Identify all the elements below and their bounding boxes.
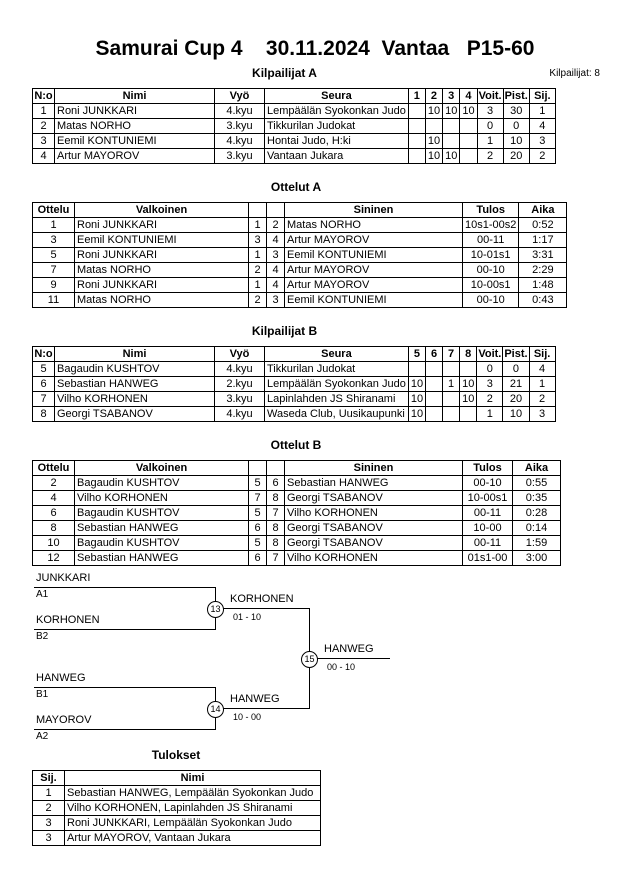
blue-competitor: Vilho KORHONEN (285, 506, 463, 521)
col-match: Ottelu (33, 203, 75, 218)
time-cell: 0:43 (519, 293, 567, 308)
time-cell: 1:17 (519, 233, 567, 248)
matches-a-table (32, 202, 567, 308)
match-number: 6 (33, 506, 75, 521)
white-number: 2 (249, 293, 267, 308)
matches-b-table (32, 460, 561, 566)
white-competitor: Matas NORHO (75, 263, 249, 278)
match-number: 12 (33, 551, 75, 566)
result-cell: 00-10 (463, 263, 519, 278)
score-cell (443, 407, 460, 422)
points-cell: 0 (503, 362, 529, 377)
table-row (33, 119, 556, 134)
rank-cell: 2 (529, 149, 555, 164)
rank-cell: 3 (33, 816, 65, 831)
results-heading: Tulokset (151, 748, 201, 762)
bracket-score: 01 - 10 (233, 612, 262, 622)
rank-cell: 2 (33, 801, 65, 816)
col-time: Aika (513, 461, 561, 476)
col-wins: Voit. (478, 348, 502, 360)
blue-number: 2 (267, 218, 285, 233)
table-row (33, 407, 556, 422)
score-cell (408, 104, 425, 119)
wins-cell: 2 (477, 149, 503, 164)
result-name-cell: Roni JUNKKARI, Lempäälän Syokonkan Judo (65, 816, 321, 831)
table-row (33, 278, 567, 293)
white-competitor: Bagaudin KUSHTOV (75, 536, 249, 551)
match-number-badge: 14 (207, 701, 224, 718)
score-cell (443, 392, 460, 407)
points-cell: 20 (503, 149, 529, 164)
final-bracket (32, 572, 598, 744)
match-number: 3 (33, 233, 75, 248)
rank-cell: 2 (529, 392, 555, 407)
bracket-line (34, 687, 216, 688)
bracket-winner: HANWEG (230, 693, 280, 705)
points-cell: 10 (503, 134, 529, 149)
bracket-score: 00 - 10 (327, 662, 356, 672)
score-cell (426, 362, 443, 377)
match-number: 7 (33, 263, 75, 278)
white-competitor: Roni JUNKKARI (75, 248, 249, 263)
result-name-cell: Vilho KORHONEN, Lapinlahden JS Shiranami (65, 801, 321, 816)
blue-number: 8 (267, 521, 285, 536)
white-number: 5 (249, 476, 267, 491)
result-name-cell: Sebastian HANWEG, Lempäälän Syokonkan Judo (65, 786, 321, 801)
bracket-line (34, 629, 216, 630)
score-cell (460, 119, 477, 134)
time-cell: 0:55 (513, 476, 561, 491)
blue-number: 7 (267, 506, 285, 521)
table-row (33, 491, 561, 506)
competitor-club: Tikkurilan Judokat (265, 362, 409, 377)
score-cell: 10 (408, 407, 425, 422)
table-row (33, 476, 561, 491)
table-row (33, 816, 321, 831)
table-row (33, 362, 556, 377)
table-row (33, 801, 321, 816)
rank-cell: 3 (33, 831, 65, 846)
blue-number: 4 (267, 278, 285, 293)
competitor-name: Eemil KONTUNIEMI (55, 134, 215, 149)
score-cell (408, 119, 425, 134)
wins-cell: 0 (477, 119, 503, 134)
bracket-competitor: MAYOROV (36, 714, 92, 726)
table-row (33, 104, 556, 119)
white-number: 3 (249, 233, 267, 248)
white-number: 1 (249, 248, 267, 263)
white-number: 6 (249, 521, 267, 536)
col-points: Pist. (504, 348, 528, 360)
bracket-seed: A2 (36, 731, 49, 742)
blue-competitor: Georgi TSABANOV (285, 521, 463, 536)
points-cell: 20 (503, 392, 529, 407)
col-wins: Voit. (478, 90, 502, 102)
col-result: Tulos (463, 461, 513, 476)
white-competitor: Roni JUNKKARI (75, 278, 249, 293)
col-rank: Sij. (529, 89, 555, 104)
white-competitor: Eemil KONTUNIEMI (75, 233, 249, 248)
bracket-line (34, 729, 216, 730)
rank-cell: 3 (529, 134, 555, 149)
bracket-winner: HANWEG (324, 643, 374, 655)
competitor-number: 8 (33, 407, 55, 422)
white-competitor: Matas NORHO (75, 293, 249, 308)
col-blue: Sininen (285, 203, 463, 218)
blue-number: 4 (267, 233, 285, 248)
table-header-row (33, 347, 556, 362)
competitor-name: Bagaudin KUSHTOV (55, 362, 215, 377)
time-cell: 1:59 (513, 536, 561, 551)
bracket-line (34, 587, 216, 588)
col-white-number (249, 461, 267, 476)
match-number-badge: 13 (207, 601, 224, 618)
competitor-belt: 4.kyu (215, 104, 265, 119)
white-competitor: Roni JUNKKARI (75, 218, 249, 233)
competitor-belt: 3.kyu (215, 392, 265, 407)
competitor-belt: 3.kyu (215, 149, 265, 164)
result-cell: 00-10 (463, 293, 519, 308)
col-match: Ottelu (33, 461, 75, 476)
matches-b-heading: Ottelut B (270, 438, 322, 452)
col-opp-4: 4 (460, 89, 477, 104)
col-club: Seura (265, 89, 409, 104)
competitor-club: Hontai Judo, H:ki (265, 134, 409, 149)
score-cell (460, 407, 477, 422)
blue-number: 4 (267, 263, 285, 278)
score-cell: 10 (425, 104, 442, 119)
white-competitor: Bagaudin KUSHTOV (75, 476, 249, 491)
wins-cell: 3 (477, 104, 503, 119)
score-cell (443, 134, 460, 149)
col-points: Pist. (504, 90, 528, 102)
score-cell (408, 362, 425, 377)
match-number: 5 (33, 248, 75, 263)
match-number-badge: 15 (301, 651, 318, 668)
blue-number: 6 (267, 476, 285, 491)
match-number: 8 (33, 521, 75, 536)
competitor-name: Sebastian HANWEG (55, 377, 215, 392)
blue-competitor: Artur MAYOROV (285, 278, 463, 293)
points-cell: 30 (503, 104, 529, 119)
table-row (33, 149, 556, 164)
time-cell: 0:35 (513, 491, 561, 506)
col-white-number (249, 203, 267, 218)
col-belt: Vyö (215, 347, 265, 362)
competitor-club: Waseda Club, Uusikaupunki (265, 407, 409, 422)
match-number: 2 (33, 476, 75, 491)
blue-number: 7 (267, 551, 285, 566)
wins-cell: 1 (477, 134, 503, 149)
score-cell: 10 (425, 134, 442, 149)
match-number: 4 (33, 491, 75, 506)
score-cell (426, 377, 443, 392)
table-row (33, 521, 561, 536)
bracket-winner-line (216, 608, 310, 609)
table-row (33, 786, 321, 801)
white-number: 5 (249, 506, 267, 521)
col-blue-number (267, 461, 285, 476)
time-cell: 0:52 (519, 218, 567, 233)
score-cell (460, 362, 477, 377)
competitor-name: Artur MAYOROV (55, 149, 215, 164)
table-row (33, 218, 567, 233)
table-row (33, 377, 556, 392)
col-belt: Vyö (215, 89, 265, 104)
blue-number: 8 (267, 536, 285, 551)
points-cell: 0 (503, 119, 529, 134)
time-cell: 0:14 (513, 521, 561, 536)
blue-competitor: Artur MAYOROV (285, 233, 463, 248)
score-cell (460, 134, 477, 149)
table-row (33, 293, 567, 308)
bracket-winner: KORHONEN (230, 593, 294, 605)
white-number: 1 (249, 278, 267, 293)
match-number: 11 (33, 293, 75, 308)
col-result: Tulos (463, 203, 519, 218)
blue-competitor: Georgi TSABANOV (285, 491, 463, 506)
matches-a-heading: Ottelut A (270, 180, 322, 194)
bracket-score: 10 - 00 (233, 712, 262, 722)
time-cell: 3:00 (513, 551, 561, 566)
rank-cell: 1 (529, 104, 555, 119)
score-cell: 10 (460, 377, 477, 392)
competitor-belt: 3.kyu (215, 119, 265, 134)
pool-a-table (32, 88, 556, 164)
competitor-club: Lapinlahden JS Shiranami (265, 392, 409, 407)
table-row (33, 233, 567, 248)
wins-cell: 0 (477, 362, 503, 377)
score-cell (426, 407, 443, 422)
score-cell (408, 134, 425, 149)
white-number: 2 (249, 263, 267, 278)
score-cell: 1 (443, 377, 460, 392)
col-no: N:o (34, 90, 53, 102)
col-opp-8: 8 (460, 347, 477, 362)
competitor-belt: 4.kyu (215, 407, 265, 422)
blue-competitor: Matas NORHO (285, 218, 463, 233)
score-cell: 10 (425, 149, 442, 164)
competitor-belt: 2.kyu (215, 377, 265, 392)
col-club: Seura (265, 347, 409, 362)
table-row (33, 551, 561, 566)
pool-b-table (32, 346, 556, 422)
rank-cell: 3 (529, 407, 555, 422)
table-row (33, 536, 561, 551)
wins-cell: 3 (477, 377, 503, 392)
result-cell: 00-10 (463, 476, 513, 491)
blue-number: 3 (267, 248, 285, 263)
col-no: N:o (34, 348, 53, 360)
competitor-club: Tikkurilan Judokat (265, 119, 409, 134)
result-cell: 10-01s1 (463, 248, 519, 263)
bracket-seed: B1 (36, 689, 49, 700)
col-opp-6: 6 (426, 347, 443, 362)
page-title: Samurai Cup 4 30.11.2024 Vantaa P15-60 (95, 37, 535, 60)
col-name: Nimi (65, 771, 321, 786)
blue-competitor: Georgi TSABANOV (285, 536, 463, 551)
score-cell: 10 (443, 104, 460, 119)
result-cell: 00-11 (463, 536, 513, 551)
blue-number: 8 (267, 491, 285, 506)
white-number: 6 (249, 551, 267, 566)
competitor-belt: 4.kyu (215, 362, 265, 377)
bracket-seed: A1 (36, 589, 49, 600)
bracket-competitor: KORHONEN (36, 614, 100, 626)
result-cell: 10s1-00s2 (463, 218, 519, 233)
blue-competitor: Eemil KONTUNIEMI (285, 293, 463, 308)
competitor-number: 3 (33, 134, 55, 149)
white-competitor: Vilho KORHONEN (75, 491, 249, 506)
match-number: 10 (33, 536, 75, 551)
table-row (33, 263, 567, 278)
col-white: Valkoinen (75, 461, 249, 476)
competitor-name: Matas NORHO (55, 119, 215, 134)
rank-cell: 4 (529, 119, 555, 134)
pool-a-heading: Kilpailijat A (252, 66, 317, 80)
table-header-row (33, 461, 561, 476)
match-number: 1 (33, 218, 75, 233)
score-cell: 10 (408, 392, 425, 407)
score-cell (460, 149, 477, 164)
competitor-belt: 4.kyu (215, 134, 265, 149)
white-competitor: Sebastian HANWEG (75, 551, 249, 566)
competitor-club: Lempäälän Syokonkan Judo (265, 104, 409, 119)
table-header-row (33, 203, 567, 218)
bracket-winner-line (216, 708, 310, 709)
time-cell: 2:29 (519, 263, 567, 278)
time-cell: 1:48 (519, 278, 567, 293)
result-cell: 00-11 (463, 233, 519, 248)
score-cell (426, 392, 443, 407)
wins-cell: 2 (477, 392, 503, 407)
competitor-number: 6 (33, 377, 55, 392)
blue-number: 3 (267, 293, 285, 308)
bracket-competitor: HANWEG (36, 672, 86, 684)
result-cell: 10-00s1 (463, 491, 513, 506)
bracket-seed: B2 (36, 631, 49, 642)
pool-b-heading: Kilpailijat B (251, 324, 318, 338)
col-opp-5: 5 (408, 347, 425, 362)
competitors-count: Kilpailijat: 8 (549, 68, 600, 79)
col-rank: Sij. (529, 347, 555, 362)
col-opp-2: 2 (425, 89, 442, 104)
competitor-number: 2 (33, 119, 55, 134)
competitor-name: Vilho KORHONEN (55, 392, 215, 407)
competitor-name: Georgi TSABANOV (55, 407, 215, 422)
table-header-row (33, 771, 321, 786)
table-row (33, 506, 561, 521)
time-cell: 0:28 (513, 506, 561, 521)
col-blue: Sininen (285, 461, 463, 476)
white-number: 1 (249, 218, 267, 233)
score-cell: 10 (460, 392, 477, 407)
col-opp-1: 1 (408, 89, 425, 104)
score-cell (443, 119, 460, 134)
result-name-cell: Artur MAYOROV, Vantaan Jukara (65, 831, 321, 846)
table-row (33, 831, 321, 846)
score-cell: 10 (408, 377, 425, 392)
points-cell: 21 (503, 377, 529, 392)
white-number: 5 (249, 536, 267, 551)
competitor-name: Roni JUNKKARI (55, 104, 215, 119)
score-cell: 10 (460, 104, 477, 119)
col-name: Nimi (55, 347, 215, 362)
col-name: Nimi (55, 89, 215, 104)
result-cell: 10-00s1 (463, 278, 519, 293)
table-row (33, 248, 567, 263)
bracket-winner-line (310, 658, 390, 659)
rank-cell: 1 (529, 377, 555, 392)
competitor-club: Vantaan Jukara (265, 149, 409, 164)
time-cell: 3:31 (519, 248, 567, 263)
white-competitor: Bagaudin KUSHTOV (75, 506, 249, 521)
table-row (33, 134, 556, 149)
score-cell (425, 119, 442, 134)
white-number: 7 (249, 491, 267, 506)
rank-cell: 1 (33, 786, 65, 801)
competitor-number: 7 (33, 392, 55, 407)
rank-cell: 4 (529, 362, 555, 377)
blue-competitor: Eemil KONTUNIEMI (285, 248, 463, 263)
points-cell: 10 (503, 407, 529, 422)
blue-competitor: Sebastian HANWEG (285, 476, 463, 491)
score-cell: 10 (443, 149, 460, 164)
competitor-club: Lempäälän Syokonkan Judo (265, 377, 409, 392)
score-cell (443, 362, 460, 377)
col-blue-number (267, 203, 285, 218)
wins-cell: 1 (477, 407, 503, 422)
bracket-competitor: JUNKKARI (36, 572, 91, 584)
blue-competitor: Vilho KORHONEN (285, 551, 463, 566)
competitor-number: 1 (33, 104, 55, 119)
col-rank: Sij. (33, 771, 65, 786)
score-cell (408, 149, 425, 164)
competitor-number: 5 (33, 362, 55, 377)
result-cell: 10-00 (463, 521, 513, 536)
col-opp-3: 3 (443, 89, 460, 104)
match-number: 9 (33, 278, 75, 293)
blue-competitor: Artur MAYOROV (285, 263, 463, 278)
result-cell: 00-11 (463, 506, 513, 521)
white-competitor: Sebastian HANWEG (75, 521, 249, 536)
results-table (32, 770, 321, 846)
col-time: Aika (519, 203, 567, 218)
competitor-number: 4 (33, 149, 55, 164)
table-row (33, 392, 556, 407)
result-cell: 01s1-00 (463, 551, 513, 566)
col-opp-7: 7 (443, 347, 460, 362)
table-header-row (33, 89, 556, 104)
col-white: Valkoinen (75, 203, 249, 218)
